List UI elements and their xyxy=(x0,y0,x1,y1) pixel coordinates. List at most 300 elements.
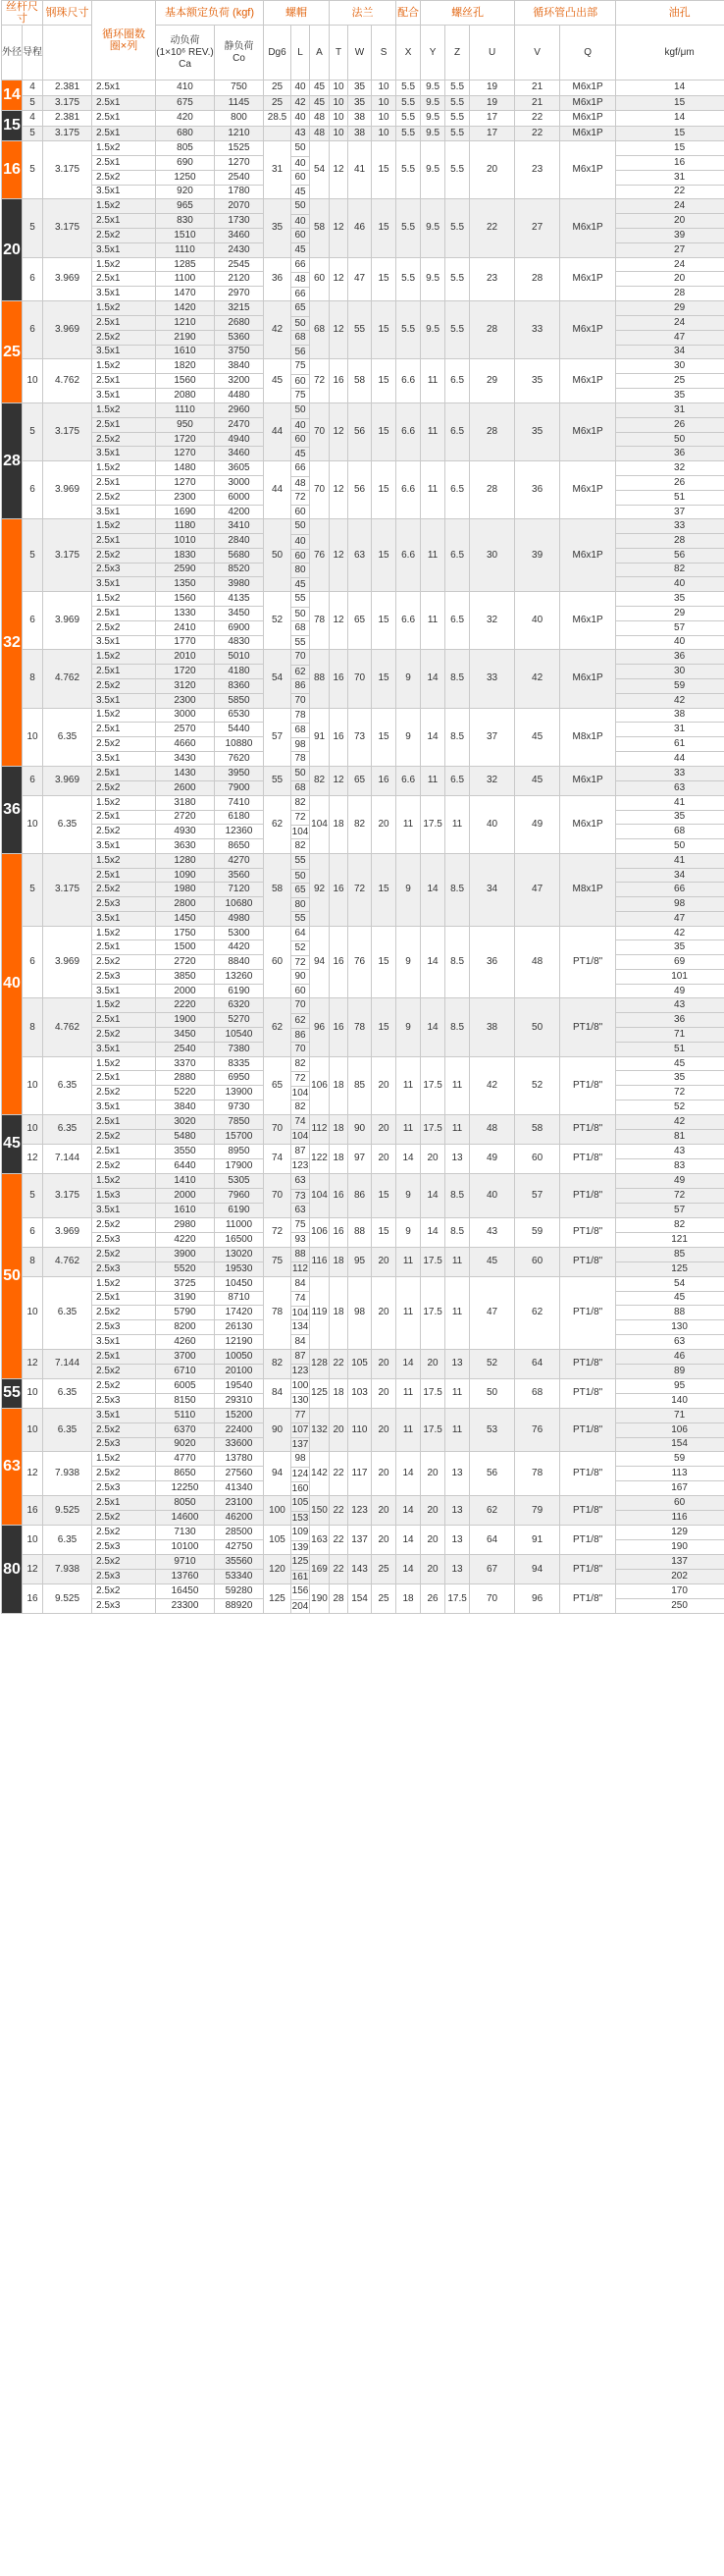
ball-size-cell: 2.381 xyxy=(43,111,92,127)
circuit-cell: 3.5x1 xyxy=(92,242,156,257)
lead-cell: 12 xyxy=(23,1349,43,1378)
circuit-cell: 3.5x1 xyxy=(92,577,156,592)
spec-v-cell: 62 xyxy=(515,1276,560,1349)
spec-x-cell: 9 xyxy=(396,853,421,926)
dynamic-load-cell: 8650 xyxy=(156,1467,215,1481)
nut-length-value: 66 xyxy=(291,287,309,301)
rigidity-cell: 41 xyxy=(616,795,724,810)
nut-length-value: 62 xyxy=(291,1013,309,1028)
nut-dg6-cell: 25 xyxy=(264,80,291,96)
nut-dg6-cell: 82 xyxy=(264,1349,291,1378)
circuit-cell: 2.5x2 xyxy=(92,1028,156,1043)
nut-length-value: 86 xyxy=(291,1028,309,1043)
rigidity-cell: 31 xyxy=(616,170,724,185)
static-load-cell: 4420 xyxy=(215,940,264,955)
spec-x-cell: 14 xyxy=(396,1144,421,1173)
spec-q-cell: PT1/8" xyxy=(560,1378,616,1408)
circuit-cell: 2.5x3 xyxy=(92,1320,156,1335)
nut-length-cell xyxy=(291,1144,310,1173)
rigidity-cell: 50 xyxy=(616,839,724,854)
flange-cell: 47 xyxy=(348,257,372,301)
circuit-cell: 2.5x1 xyxy=(92,1291,156,1306)
spec-row xyxy=(2,111,724,127)
circuit-cell: 2.5x1 xyxy=(92,534,156,549)
dynamic-load-cell: 6440 xyxy=(156,1158,215,1173)
circuit-cell: 2.5x2 xyxy=(92,432,156,447)
spec-z-cell: 8.5 xyxy=(445,998,470,1056)
static-load-cell: 5360 xyxy=(215,330,264,345)
static-load-cell: 3200 xyxy=(215,374,264,389)
spec-q-cell: PT1/8" xyxy=(560,998,616,1056)
circuit-cell: 1.5x3 xyxy=(92,1188,156,1203)
circuit-cell: 2.5x2 xyxy=(92,955,156,970)
dynamic-load-cell: 3900 xyxy=(156,1247,215,1261)
circuit-cell: 3.5x1 xyxy=(92,287,156,301)
dynamic-load-cell: 3840 xyxy=(156,1100,215,1115)
circuit-cell: 3.5x1 xyxy=(92,505,156,519)
flange-cell: 12 xyxy=(330,461,348,519)
static-load-cell: 7410 xyxy=(215,795,264,810)
spec-z-cell: 6.5 xyxy=(445,403,470,461)
nut-dg6-cell: 65 xyxy=(264,1056,291,1114)
ball-size-cell: 2.381 xyxy=(43,80,92,96)
static-load-cell: 6000 xyxy=(215,490,264,505)
static-load-cell: 41340 xyxy=(215,1481,264,1496)
spec-row xyxy=(2,95,724,111)
static-load-cell: 7620 xyxy=(215,751,264,766)
dynamic-load-cell: 6370 xyxy=(156,1422,215,1437)
flange-cell: 28 xyxy=(330,1584,348,1614)
spec-s-cell: 20 xyxy=(372,1349,396,1378)
spec-z-cell: 6.5 xyxy=(445,359,470,403)
spec-row xyxy=(2,708,724,723)
circuit-cell: 2.5x1 xyxy=(92,417,156,432)
spec-q-cell: M8x1P xyxy=(560,853,616,926)
spec-s-cell: 20 xyxy=(372,1056,396,1114)
flange-cell: 48 xyxy=(310,126,330,141)
rigidity-cell: 42 xyxy=(616,926,724,940)
circuit-cell: 1.5x2 xyxy=(92,853,156,868)
nut-length-value: 60 xyxy=(291,170,309,185)
spec-row xyxy=(2,1144,724,1158)
nut-dg6-cell: 70 xyxy=(264,1174,291,1218)
circuit-cell: 2.5x3 xyxy=(92,1232,156,1247)
lead-cell: 5 xyxy=(23,126,43,141)
nut-length-value: 60 xyxy=(291,374,309,389)
dynamic-load-cell: 1830 xyxy=(156,548,215,563)
ball-screw-spec-table xyxy=(1,0,724,1614)
header-group-9: 油孔 xyxy=(616,1,724,26)
dynamic-load-cell: 9710 xyxy=(156,1555,215,1570)
spec-y-cell: 20 xyxy=(421,1144,445,1173)
spec-y-cell: 9.5 xyxy=(421,301,445,359)
flange-cell: 65 xyxy=(348,766,372,795)
ball-size-cell: 4.762 xyxy=(43,359,92,403)
rigidity-cell: 33 xyxy=(616,519,724,534)
flange-cell: 86 xyxy=(348,1174,372,1218)
col-header-10: W xyxy=(348,26,372,80)
spec-x-cell: 6.6 xyxy=(396,519,421,592)
nut-dg6-cell: 62 xyxy=(264,998,291,1056)
rigidity-cell: 35 xyxy=(616,389,724,403)
spec-y-cell: 9.5 xyxy=(421,199,445,257)
spec-q-cell: PT1/8" xyxy=(560,1408,616,1452)
circuit-cell: 2.5x3 xyxy=(92,1437,156,1452)
rigidity-cell: 69 xyxy=(616,955,724,970)
spec-x-cell: 6.6 xyxy=(396,403,421,461)
rigidity-cell: 82 xyxy=(616,1217,724,1232)
flange-cell: 82 xyxy=(348,795,372,853)
spec-x-cell: 5.5 xyxy=(396,111,421,127)
flange-cell: 22 xyxy=(330,1349,348,1378)
static-load-cell: 28500 xyxy=(215,1526,264,1540)
dynamic-load-cell: 3850 xyxy=(156,969,215,984)
spec-row xyxy=(2,795,724,810)
spec-v-cell: 45 xyxy=(515,766,560,795)
nut-length-value: 139 xyxy=(291,1541,309,1553)
flange-cell: 72 xyxy=(310,359,330,403)
circuit-cell: 2.5x2 xyxy=(92,228,156,242)
lead-cell: 5 xyxy=(23,1174,43,1218)
nut-length-value: 160 xyxy=(291,1482,309,1494)
static-load-cell: 13020 xyxy=(215,1247,264,1261)
ball-size-cell: 3.175 xyxy=(43,126,92,141)
spec-x-cell: 5.5 xyxy=(396,301,421,359)
ball-size-cell: 3.175 xyxy=(43,199,92,257)
nut-length-value: 74 xyxy=(294,1115,306,1127)
spec-s-cell: 20 xyxy=(372,1144,396,1173)
spec-y-cell: 14 xyxy=(421,650,445,708)
static-load-cell: 35560 xyxy=(215,1555,264,1570)
ball-size-cell: 9.525 xyxy=(43,1584,92,1614)
spec-y-cell: 9.5 xyxy=(421,80,445,96)
flange-cell: 128 xyxy=(310,1349,330,1378)
ball-size-cell: 7.938 xyxy=(43,1452,92,1496)
spec-y-cell: 14 xyxy=(421,1217,445,1247)
flange-cell: 22 xyxy=(330,1555,348,1584)
static-load-cell: 19530 xyxy=(215,1261,264,1276)
spec-s-cell: 25 xyxy=(372,1555,396,1584)
nut-length-value: 63 xyxy=(294,1175,306,1187)
spec-x-cell: 9 xyxy=(396,926,421,998)
lead-cell: 8 xyxy=(23,998,43,1056)
circuit-cell: 2.5x2 xyxy=(92,490,156,505)
spec-row xyxy=(2,359,724,374)
spec-z-cell: 8.5 xyxy=(445,853,470,926)
nut-dg6-cell: 42 xyxy=(264,301,291,359)
nut-length-value: 45 xyxy=(291,577,309,592)
nut-length-value: 42 xyxy=(294,96,306,108)
flange-cell: 16 xyxy=(330,926,348,998)
spec-y-cell: 11 xyxy=(421,519,445,592)
circuit-cell: 2.5x1 xyxy=(92,1496,156,1511)
spec-q-cell: M6x1P xyxy=(560,141,616,199)
outer-diameter-cell: 63 xyxy=(2,1408,23,1525)
spec-y-cell: 17.5 xyxy=(421,1056,445,1114)
static-load-cell: 6180 xyxy=(215,810,264,825)
circuit-cell: 1.5x2 xyxy=(92,301,156,316)
spec-q-cell: PT1/8" xyxy=(560,1452,616,1496)
static-load-cell: 10680 xyxy=(215,897,264,912)
spec-row xyxy=(2,257,724,272)
flange-cell: 137 xyxy=(348,1526,372,1555)
nut-length-value: 125 xyxy=(291,1556,309,1568)
rigidity-cell: 106 xyxy=(616,1422,724,1437)
dynamic-load-cell: 6005 xyxy=(156,1378,215,1393)
flange-cell: 16 xyxy=(330,1174,348,1218)
nut-length-value: 43 xyxy=(294,127,306,138)
ball-size-cell: 9.525 xyxy=(43,1496,92,1526)
rigidity-cell: 25 xyxy=(616,374,724,389)
flange-cell: 12 xyxy=(330,592,348,650)
flange-cell: 104 xyxy=(310,1174,330,1218)
spec-y-cell: 9.5 xyxy=(421,95,445,111)
rigidity-cell: 27 xyxy=(616,242,724,257)
circuit-cell: 3.5x1 xyxy=(92,635,156,650)
spec-z-cell: 5.5 xyxy=(445,257,470,301)
nut-length-value: 45 xyxy=(291,447,309,461)
circuit-cell: 1.5x2 xyxy=(92,998,156,1013)
lead-cell: 10 xyxy=(23,795,43,853)
rigidity-cell: 28 xyxy=(616,534,724,549)
spec-row xyxy=(2,1056,724,1071)
spec-row xyxy=(2,1526,724,1540)
nut-length-value: 70 xyxy=(291,1042,309,1056)
flange-cell: 18 xyxy=(330,795,348,853)
header-group-0: 丝杆尺寸 xyxy=(2,1,43,26)
rigidity-cell: 66 xyxy=(616,883,724,897)
dynamic-load-cell: 1560 xyxy=(156,374,215,389)
rigidity-cell: 154 xyxy=(616,1437,724,1452)
static-load-cell: 4180 xyxy=(215,665,264,679)
nut-length-value: 62 xyxy=(291,665,309,679)
spec-y-cell: 11 xyxy=(421,461,445,519)
spec-s-cell: 15 xyxy=(372,853,396,926)
col-header-11: S xyxy=(372,26,396,80)
dynamic-load-cell: 965 xyxy=(156,199,215,214)
nut-length-value: 68 xyxy=(291,330,309,345)
spec-v-cell: 94 xyxy=(515,1555,560,1584)
spec-s-cell: 15 xyxy=(372,1217,396,1247)
static-load-cell: 3840 xyxy=(215,359,264,374)
circuit-cell: 2.5x1 xyxy=(92,1071,156,1086)
static-load-cell: 5270 xyxy=(215,1013,264,1028)
static-load-cell: 2840 xyxy=(215,534,264,549)
nut-length-cell xyxy=(291,141,310,199)
spec-z-cell: 6.5 xyxy=(445,461,470,519)
dynamic-load-cell: 1820 xyxy=(156,359,215,374)
nut-length-value: 74 xyxy=(291,1291,309,1306)
flange-cell: 163 xyxy=(310,1526,330,1555)
flange-cell: 91 xyxy=(310,708,330,766)
spec-q-cell: PT1/8" xyxy=(560,1276,616,1349)
nut-length-value: 40 xyxy=(291,534,309,549)
nut-dg6-cell: 90 xyxy=(264,1408,291,1452)
dynamic-load-cell: 2540 xyxy=(156,1042,215,1056)
rigidity-cell: 24 xyxy=(616,199,724,214)
ball-size-cell: 6.35 xyxy=(43,1378,92,1408)
rigidity-cell: 71 xyxy=(616,1028,724,1043)
rigidity-cell: 50 xyxy=(616,432,724,447)
spec-x-cell: 14 xyxy=(396,1555,421,1584)
dynamic-load-cell: 2010 xyxy=(156,650,215,665)
spec-row xyxy=(2,1114,724,1129)
nut-length-cell xyxy=(291,257,310,301)
dynamic-load-cell: 3020 xyxy=(156,1114,215,1129)
spec-x-cell: 9 xyxy=(396,998,421,1056)
header-group-8: 循环管凸出部 xyxy=(515,1,616,26)
dynamic-load-cell: 3430 xyxy=(156,751,215,766)
rigidity-cell: 71 xyxy=(616,1408,724,1422)
spec-y-cell: 14 xyxy=(421,853,445,926)
spec-y-cell: 14 xyxy=(421,926,445,998)
nut-length-cell xyxy=(291,853,310,926)
lead-cell: 5 xyxy=(23,853,43,926)
nut-length-value: 40 xyxy=(291,214,309,229)
spec-row xyxy=(2,766,724,780)
spec-v-cell: 96 xyxy=(515,1584,560,1614)
spec-u-cell: 64 xyxy=(470,1526,515,1555)
rigidity-cell: 51 xyxy=(616,490,724,505)
circuit-cell: 2.5x2 xyxy=(92,1086,156,1100)
static-load-cell: 59280 xyxy=(215,1584,264,1599)
rigidity-cell: 35 xyxy=(616,592,724,607)
dynamic-load-cell: 675 xyxy=(156,95,215,111)
circuit-cell: 2.5x2 xyxy=(92,170,156,185)
rigidity-cell: 45 xyxy=(616,1291,724,1306)
static-load-cell: 12360 xyxy=(215,825,264,839)
spec-u-cell: 62 xyxy=(470,1496,515,1526)
spec-row xyxy=(2,126,724,141)
rigidity-cell: 20 xyxy=(616,272,724,287)
circuit-cell: 2.5x1 xyxy=(92,665,156,679)
spec-row xyxy=(2,1349,724,1364)
circuit-cell: 2.5x2 xyxy=(92,1467,156,1481)
circuit-cell: 3.5x1 xyxy=(92,1203,156,1217)
spec-z-cell: 8.5 xyxy=(445,926,470,998)
nut-length-value: 84 xyxy=(291,1334,309,1349)
circuit-cell: 2.5x1 xyxy=(92,316,156,331)
nut-length-value: 107 xyxy=(291,1424,309,1436)
nut-length-value: 60 xyxy=(291,432,309,447)
lead-cell: 16 xyxy=(23,1496,43,1526)
spec-y-cell: 26 xyxy=(421,1584,445,1614)
rigidity-cell: 59 xyxy=(616,678,724,693)
flange-cell: 78 xyxy=(310,592,330,650)
spec-s-cell: 15 xyxy=(372,998,396,1056)
static-load-cell: 6190 xyxy=(215,1203,264,1217)
lead-cell: 6 xyxy=(23,257,43,301)
rigidity-cell: 26 xyxy=(616,417,724,432)
spec-q-cell: PT1/8" xyxy=(560,1247,616,1276)
nut-dg6-cell: 35 xyxy=(264,199,291,257)
ball-size-cell: 3.969 xyxy=(43,301,92,359)
spec-y-cell: 14 xyxy=(421,1174,445,1218)
flange-cell: 70 xyxy=(310,461,330,519)
nut-dg6-cell xyxy=(264,126,291,141)
rigidity-cell: 29 xyxy=(616,301,724,316)
spec-q-cell: M6x1P xyxy=(560,766,616,795)
spec-x-cell: 5.5 xyxy=(396,257,421,301)
spec-u-cell: 20 xyxy=(470,141,515,199)
nut-dg6-cell: 28.5 xyxy=(264,111,291,127)
dynamic-load-cell: 3725 xyxy=(156,1276,215,1291)
spec-v-cell: 21 xyxy=(515,95,560,111)
static-load-cell: 2430 xyxy=(215,242,264,257)
spec-x-cell: 11 xyxy=(396,1378,421,1408)
static-load-cell: 10540 xyxy=(215,1028,264,1043)
spec-v-cell: 60 xyxy=(515,1247,560,1276)
static-load-cell: 17900 xyxy=(215,1158,264,1173)
spec-s-cell: 25 xyxy=(372,1584,396,1614)
spec-s-cell: 15 xyxy=(372,650,396,708)
static-load-cell: 3450 xyxy=(215,606,264,620)
nut-length-cell xyxy=(291,403,310,461)
dynamic-load-cell: 1270 xyxy=(156,447,215,461)
flange-cell: 18 xyxy=(330,1247,348,1276)
nut-length-cell xyxy=(291,80,310,96)
spec-z-cell: 5.5 xyxy=(445,301,470,359)
dynamic-load-cell: 410 xyxy=(156,80,215,96)
dynamic-load-cell: 1270 xyxy=(156,476,215,491)
flange-cell: 18 xyxy=(330,1114,348,1144)
static-load-cell: 19540 xyxy=(215,1378,264,1393)
circuit-cell: 2.5x2 xyxy=(92,883,156,897)
rigidity-cell: 20 xyxy=(616,214,724,229)
spec-q-cell: M6x1P xyxy=(560,795,616,853)
spec-v-cell: 68 xyxy=(515,1378,560,1408)
spec-row xyxy=(2,301,724,316)
rigidity-cell: 42 xyxy=(616,1114,724,1129)
outer-diameter-cell: 25 xyxy=(2,301,23,403)
flange-cell: 88 xyxy=(310,650,330,708)
static-load-cell: 4940 xyxy=(215,432,264,447)
lead-cell: 6 xyxy=(23,766,43,795)
spec-s-cell: 15 xyxy=(372,359,396,403)
circuit-cell: 2.5x1 xyxy=(92,810,156,825)
nut-dg6-cell: 62 xyxy=(264,795,291,853)
dynamic-load-cell: 3700 xyxy=(156,1349,215,1364)
flange-cell: 18 xyxy=(330,1056,348,1114)
flange-cell: 10 xyxy=(330,95,348,111)
rigidity-cell: 45 xyxy=(616,1056,724,1071)
dynamic-load-cell: 1720 xyxy=(156,665,215,679)
spec-u-cell: 37 xyxy=(470,708,515,766)
dynamic-load-cell: 1010 xyxy=(156,534,215,549)
nut-length-cell xyxy=(291,1496,310,1526)
spec-u-cell: 28 xyxy=(470,301,515,359)
spec-s-cell: 20 xyxy=(372,1276,396,1349)
flange-cell: 104 xyxy=(310,795,330,853)
spec-x-cell: 6.6 xyxy=(396,766,421,795)
circuit-cell: 3.5x1 xyxy=(92,185,156,199)
spec-v-cell: 52 xyxy=(515,1056,560,1114)
flange-cell: 22 xyxy=(330,1526,348,1555)
dynamic-load-cell: 1420 xyxy=(156,301,215,316)
rigidity-cell: 121 xyxy=(616,1232,724,1247)
flange-cell: 73 xyxy=(348,708,372,766)
spec-row xyxy=(2,141,724,156)
dynamic-load-cell: 2590 xyxy=(156,563,215,577)
spec-x-cell: 11 xyxy=(396,1276,421,1349)
static-load-cell: 3750 xyxy=(215,345,264,359)
spec-z-cell: 13 xyxy=(445,1452,470,1496)
nut-length-value: 109 xyxy=(291,1527,309,1538)
spec-x-cell: 5.5 xyxy=(396,141,421,199)
flange-cell: 16 xyxy=(330,708,348,766)
rigidity-cell: 202 xyxy=(616,1570,724,1584)
spec-z-cell: 11 xyxy=(445,1114,470,1144)
